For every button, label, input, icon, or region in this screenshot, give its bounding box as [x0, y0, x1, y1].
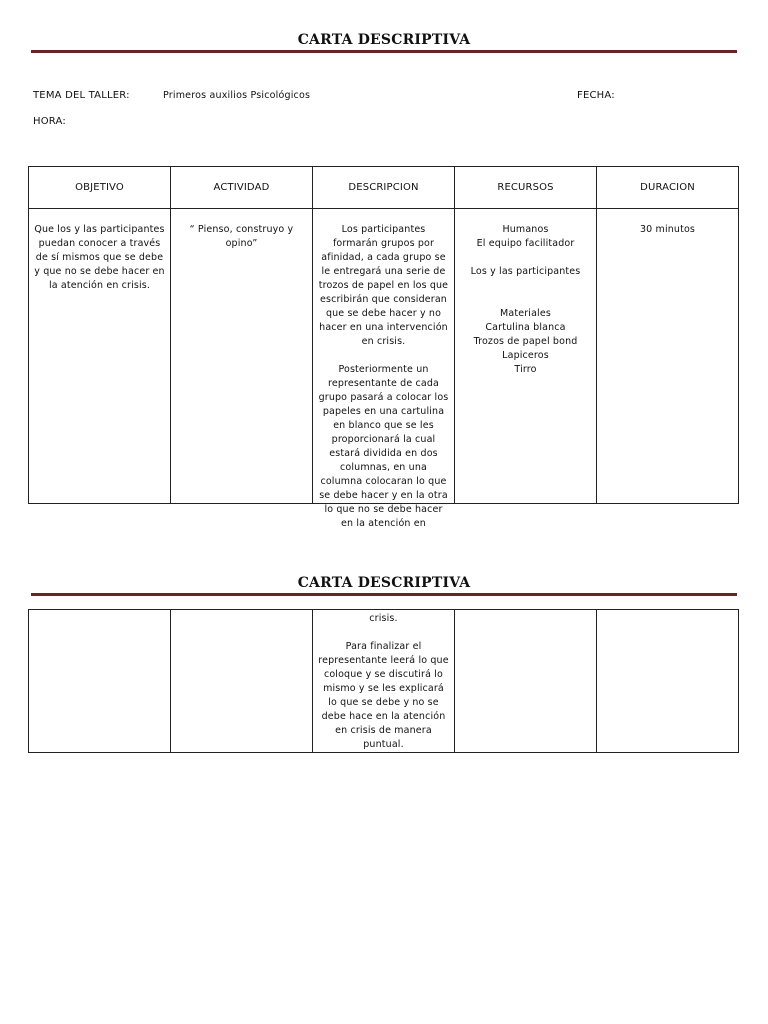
tema-value: Primeros auxilios Psicológicos: [163, 90, 311, 101]
tema-label: TEMA DEL TALLER:: [33, 90, 130, 101]
objetivo-cell-continued: [29, 610, 171, 753]
recursos-materiales: Materiales: [500, 308, 551, 319]
title-rule-continued: [31, 593, 737, 596]
actividad-cell-continued: [171, 610, 313, 753]
descripcion-continued-1: crisis.: [369, 613, 398, 624]
hora-label: HORA:: [33, 116, 66, 127]
duracion-cell: [597, 209, 739, 504]
recursos-cartulina: Cartulina blanca: [485, 322, 566, 333]
actividad-text: “ Pienso, construyo y opino”: [189, 224, 294, 249]
descripcion-cell: [313, 209, 455, 529]
header-duracion: DURACION: [597, 167, 739, 209]
recursos-trozos: Trozos de papel bond: [473, 336, 578, 347]
duracion-text: 30 minutos: [639, 224, 696, 235]
header-recursos: RECURSOS: [455, 167, 597, 209]
fecha-label: FECHA:: [577, 90, 615, 101]
recursos-humanos: Humanos: [502, 224, 549, 235]
table-header-row: [29, 167, 739, 209]
activity-table-continued: [28, 609, 739, 753]
activity-table: [28, 166, 739, 529]
descripcion-paragraph-1: Los participantes formarán grupos por afinidad, a cada grupo se le entregará una serie de trozos de papel en los que escribirán que consideran que se debe hacer y no hacer en una intervención en crisis.: [318, 224, 449, 347]
descripcion-cell-continued: [313, 610, 455, 753]
header-actividad: ACTIVIDAD: [171, 167, 313, 209]
recursos-tirro: Tirro: [514, 364, 537, 375]
table-row: [29, 209, 739, 504]
recursos-cell-continued: [455, 610, 597, 753]
page-title: CARTA DESCRIPTIVA: [297, 32, 471, 48]
table-row: [29, 610, 739, 753]
objetivo-text: Que los y las participantes puedan conocer a través de sí mismos que se debe y que no se debe hacer en la atención en crisis.: [34, 224, 165, 291]
objetivo-cell: [29, 209, 171, 504]
title-rule: [31, 50, 737, 53]
recursos-participantes: Los y las participantes: [470, 266, 581, 277]
recursos-cell: [455, 209, 597, 504]
page-title-continued: CARTA DESCRIPTIVA: [297, 575, 471, 591]
descripcion-paragraph-2: Posteriormente un representante de cada grupo pasará a colocar los papeles en una cartulina en blanco que se les proporcionará la cual estará dividida en dos columnas, en una columna colocaran lo que se debe hacer y en la otra lo que no se debe hacer en la atención en: [318, 364, 449, 529]
header-objetivo: OBJETIVO: [29, 167, 171, 209]
header-descripcion: DESCRIPCION: [313, 167, 455, 209]
actividad-cell: [171, 209, 313, 504]
recursos-lapiceros: Lapiceros: [502, 350, 549, 361]
duracion-cell-continued: [597, 610, 739, 753]
recursos-equipo: El equipo facilitador: [476, 238, 575, 249]
descripcion-continued-2: Para finalizar el representante leerá lo que coloque y se discutirá lo mismo y se les explicará lo que se debe y no se debe hace en la atención en crisis de manera puntual.: [318, 641, 449, 750]
